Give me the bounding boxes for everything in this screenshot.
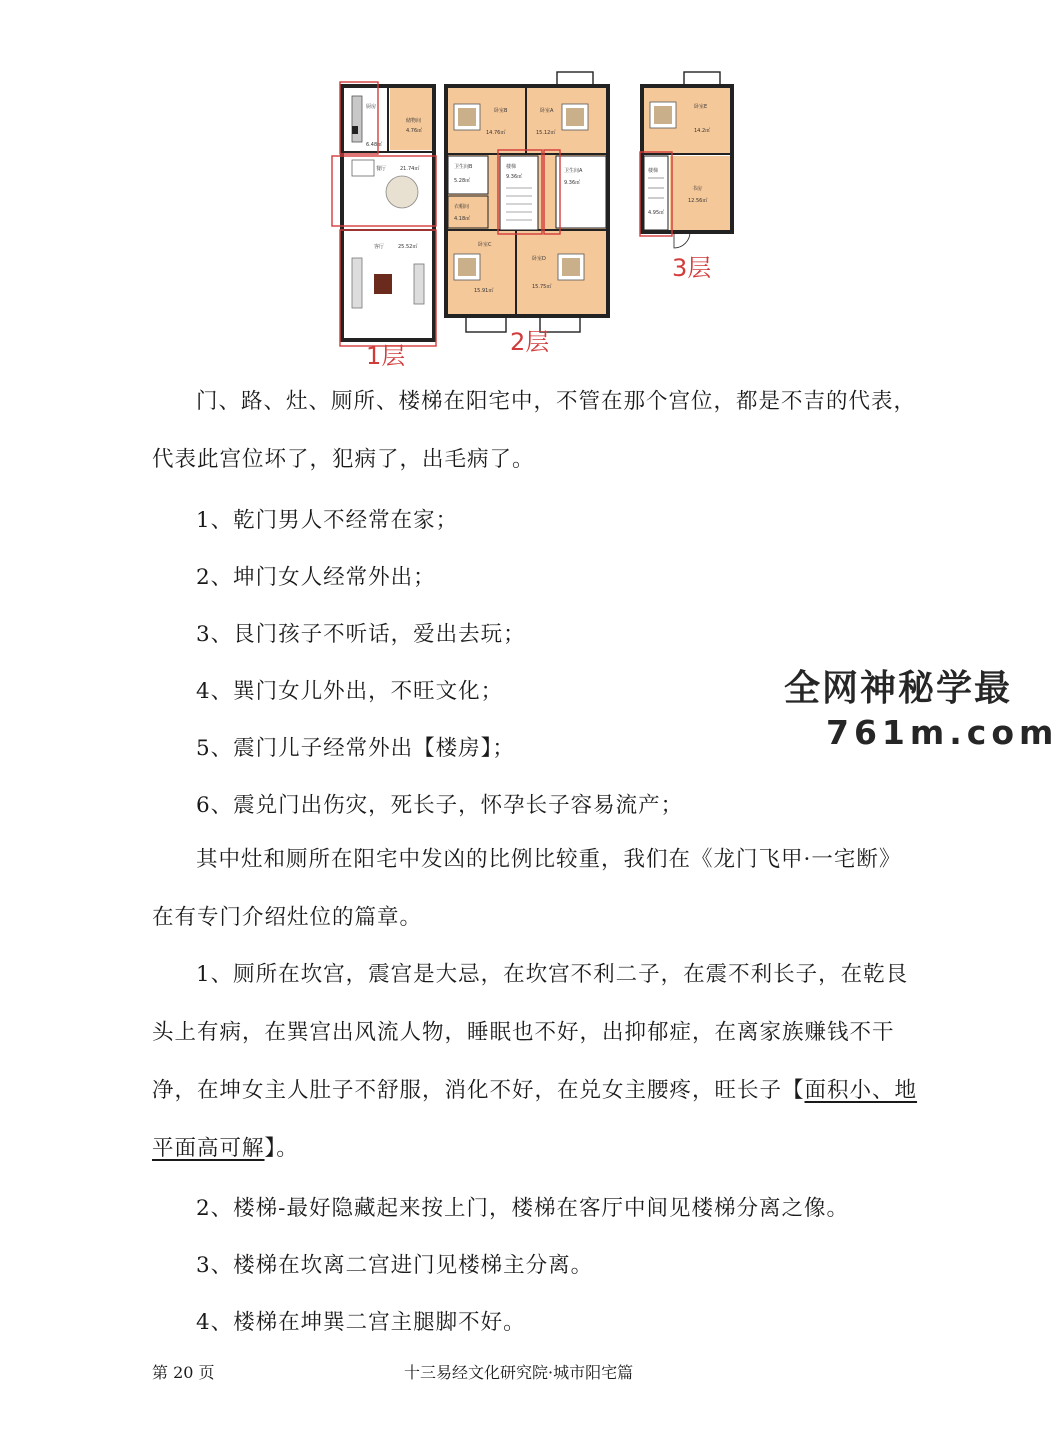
footer-title: 十三易经文化研究院·城市阳宅篇 xyxy=(404,1363,634,1382)
floor2-plan xyxy=(446,72,608,332)
f3-room-name-2: 书房 xyxy=(692,186,703,192)
floor3-label: 3层 xyxy=(672,254,712,282)
f1-room-name-3: 客厅 xyxy=(374,244,385,250)
f2-room-area-6: 15.91㎡ xyxy=(474,288,494,294)
toilet-paragraph-end: 】。 xyxy=(264,1136,299,1161)
f2-room-name-3: 衣帽间 xyxy=(454,204,470,210)
f3-room-name-0: 卧室E xyxy=(694,104,708,110)
f3-room-area-0: 14.2㎡ xyxy=(694,128,711,134)
watermark-line2: 761m.com xyxy=(826,713,1058,752)
door-item-4: 4、巽门女儿外出，不旺文化； xyxy=(196,679,504,704)
kitchen-room xyxy=(344,88,386,150)
floor1-plan xyxy=(332,82,436,346)
footer-page-number: 第 20 页 xyxy=(152,1363,215,1382)
watermark-line1: 全网神秘学最 xyxy=(784,668,1013,709)
stairs-item-2: 2、楼梯-最好隐藏起来按上门，楼梯在客厅中间见楼梯分离之像。 xyxy=(196,1196,849,1221)
floor-plan-svg xyxy=(330,68,740,368)
f1-room-name-1: 储物间 xyxy=(406,118,422,124)
f2-room-area-7: 15.75㎡ xyxy=(532,284,552,290)
toilet-paragraph-main: 1、厕所在坎宫，震宫是大忌，在坎宫不利二子，在震不利长子，在乾艮头上有病，在巽宫出风流人物，睡眠也不好，出抑郁症，在离家族赚钱不干净，在坤女主人肚子不舒服，消化不好，在兑女主腰疼，旺长子【 xyxy=(152,962,909,1103)
f2-room-name-0: 卧室B xyxy=(494,108,508,114)
floor3-plan xyxy=(640,72,732,248)
f2-room-name-5: 卫生间A xyxy=(564,168,583,174)
door-item-6: 6、震兑门出伤灾，死长子，怀孕长子容易流产； xyxy=(196,793,684,818)
intro-paragraph: 门、路、灶、厕所、楼梯在阳宅中，不管在那个宫位，都是不吉的代表，代表此宫位坏了，犯病了，出毛病了。 xyxy=(152,389,917,472)
toilet-paragraph-underlined: 面积小、地平面高可解 xyxy=(152,1078,918,1161)
f3-room-area-2: 12.56㎡ xyxy=(688,198,708,204)
toilet-paragraph xyxy=(152,946,920,1178)
f2-room-area-5: 9.36㎡ xyxy=(564,180,581,186)
f1-room-area-3: 25.52㎡ xyxy=(398,244,418,250)
door-item-3: 3、艮门孩子不听话，爱出去玩； xyxy=(196,622,526,647)
door-item-1: 1、乾门男人不经常在家； xyxy=(196,508,459,533)
f1-room-area-2: 21.74㎡ xyxy=(400,166,420,172)
f2-room-area-0: 14.76㎡ xyxy=(486,130,506,136)
f1-room-name-2: 餐厅 xyxy=(376,166,387,172)
stairs-item-4: 4、楼梯在坤巽二宫主腿脚不好。 xyxy=(196,1310,526,1335)
f2-room-area-4: 9.36㎡ xyxy=(506,174,523,180)
f2-room-name-6: 卧室C xyxy=(478,242,492,248)
f3-room-name-1: 楼梯 xyxy=(648,168,659,174)
door-item-5: 5、震门儿子经常外出【楼房】； xyxy=(196,736,515,761)
f1-room-area-1: 4.76㎡ xyxy=(406,128,423,134)
f2-room-area-3: 4.18㎡ xyxy=(454,216,471,222)
floor1-label: 1层 xyxy=(366,342,406,370)
kitchen-paragraph: 其中灶和厕所在阳宅中发凶的比例比较重，我们在《龙门飞甲·一宅断》在有专门介绍灶位的篇章。 xyxy=(152,847,902,930)
watermark xyxy=(784,660,1058,752)
f2-room-name-7: 卧室D xyxy=(532,256,546,262)
floor2-label: 2层 xyxy=(510,328,550,356)
floor-plan-figure xyxy=(330,68,740,368)
stairs-item-3: 3、楼梯在坎离二宫进门见楼梯主分离。 xyxy=(196,1253,594,1278)
f2-room-name-1: 卧室A xyxy=(540,108,554,114)
f2-room-name-2: 卫生间B xyxy=(454,164,473,170)
f2-room-name-4: 楼梯 xyxy=(506,164,517,170)
f1-room-name-0: 厨房 xyxy=(366,104,377,110)
door-item-2: 2、坤门女人经常外出； xyxy=(196,565,436,590)
f3-room-area-1: 4.95㎡ xyxy=(648,210,665,216)
f2-room-area-1: 15.12㎡ xyxy=(536,130,556,136)
f1-room-area-0: 6.48㎡ xyxy=(366,142,383,148)
f2-room-area-2: 5.28㎡ xyxy=(454,178,471,184)
